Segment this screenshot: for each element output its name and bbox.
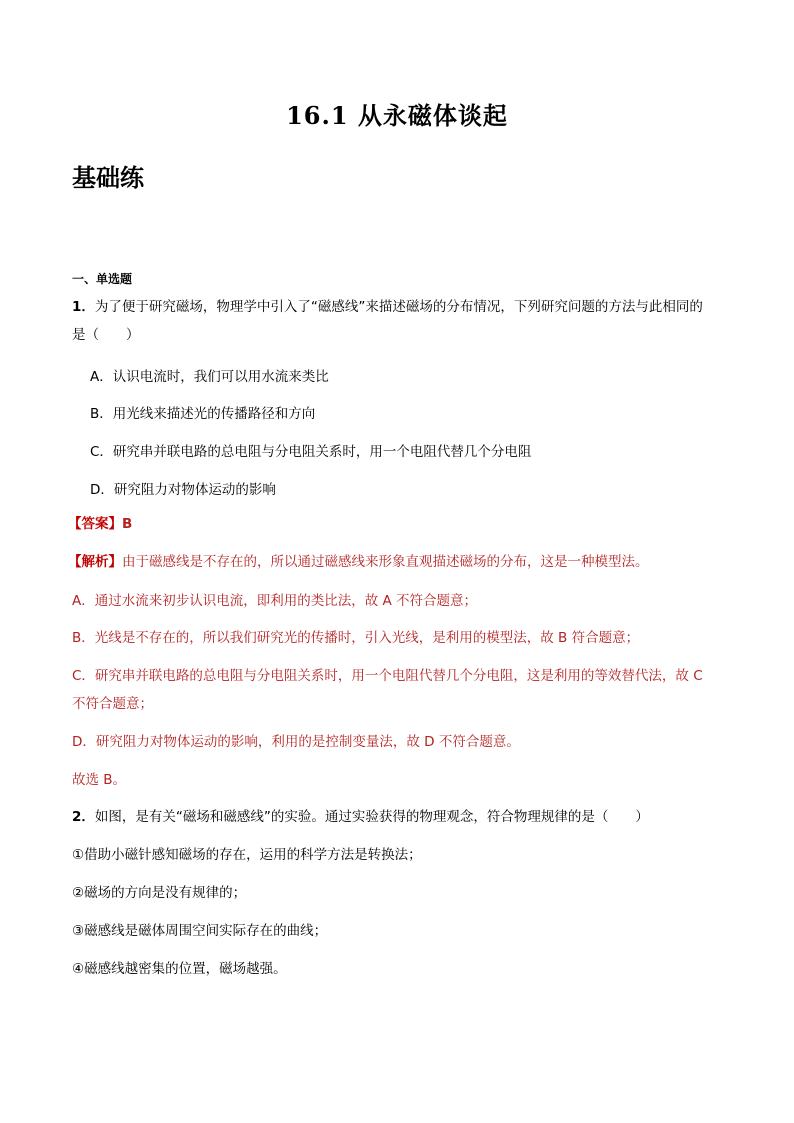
q2-stem (72, 808, 649, 826)
analysis-label: 【解析】 (68, 554, 122, 570)
explain-b: B．光线是不存在的，所以我们研究光的传播时，引入光线，是利用的模型法，故 B 符合题意； (72, 630, 640, 646)
section-heading: 一、单选题 (72, 272, 133, 286)
q2-number: 2． (72, 809, 95, 825)
page-title: 16.1 从永磁体谈起 (286, 101, 508, 130)
q1-answer (68, 515, 132, 533)
conclusion: 故选 B。 (72, 772, 127, 788)
explain-c-line2: 不符合题意； (72, 696, 153, 712)
q1-option-b: B．用光线来描述光的传播路径和方向 (90, 406, 316, 422)
q1-option-a: A．认识电流时，我们可以用水流来类比 (90, 369, 329, 385)
q2-stem-text: 如图，是有关“磁场和磁感线”的实验。通过实验获得的物理观念，符合物理规律的是（ ） (94, 809, 649, 825)
answer-value: B (122, 516, 133, 532)
q1-option-c: C．研究串并联电路的总电阻与分电阻关系时，用一个电阻代替几个分电阻 (90, 444, 532, 460)
explain-a: A．通过水流来初步认识电流，即利用的类比法，故 A 不符合题意； (72, 593, 478, 609)
analysis-text: 由于磁感线是不存在的，所以通过磁感线来形象直观描述磁场的分布，这是一种模型法。 (122, 554, 649, 570)
q1-stem-line2: 是（ ） (72, 327, 140, 343)
q2-statement-2: ②磁场的方向是没有规律的； (72, 885, 247, 901)
q1-stem (72, 298, 703, 316)
q2-statement-1: ①借助小磁针感知磁场的存在，运用的科学方法是转换法； (72, 847, 422, 863)
subtitle: 基础练 (72, 164, 144, 192)
q1-analysis (68, 553, 649, 571)
explain-d: D．研究阻力对物体运动的影响，利用的是控制变量法，故 D 不符合题意。 (72, 734, 520, 750)
answer-label: 【答案】 (68, 516, 122, 532)
q1-option-d: D．研究阻力对物体运动的影响 (90, 482, 276, 498)
q2-statement-4: ④磁感线越密集的位置，磁场越强。 (72, 961, 287, 977)
q1-number: 1． (72, 299, 95, 315)
explain-c-line1: C．研究串并联电路的总电阻与分电阻关系时，用一个电阻代替几个分电阻，这是利用的等效替代法，故 C (72, 668, 703, 684)
q2-statement-3: ③磁感线是磁体周围空间实际存在的曲线； (72, 923, 328, 939)
q1-stem-line1: 为了便于研究磁场，物理学中引入了“磁感线”来描述磁场的分布情况，下列研究问题的方法与此相同的 (94, 299, 703, 315)
